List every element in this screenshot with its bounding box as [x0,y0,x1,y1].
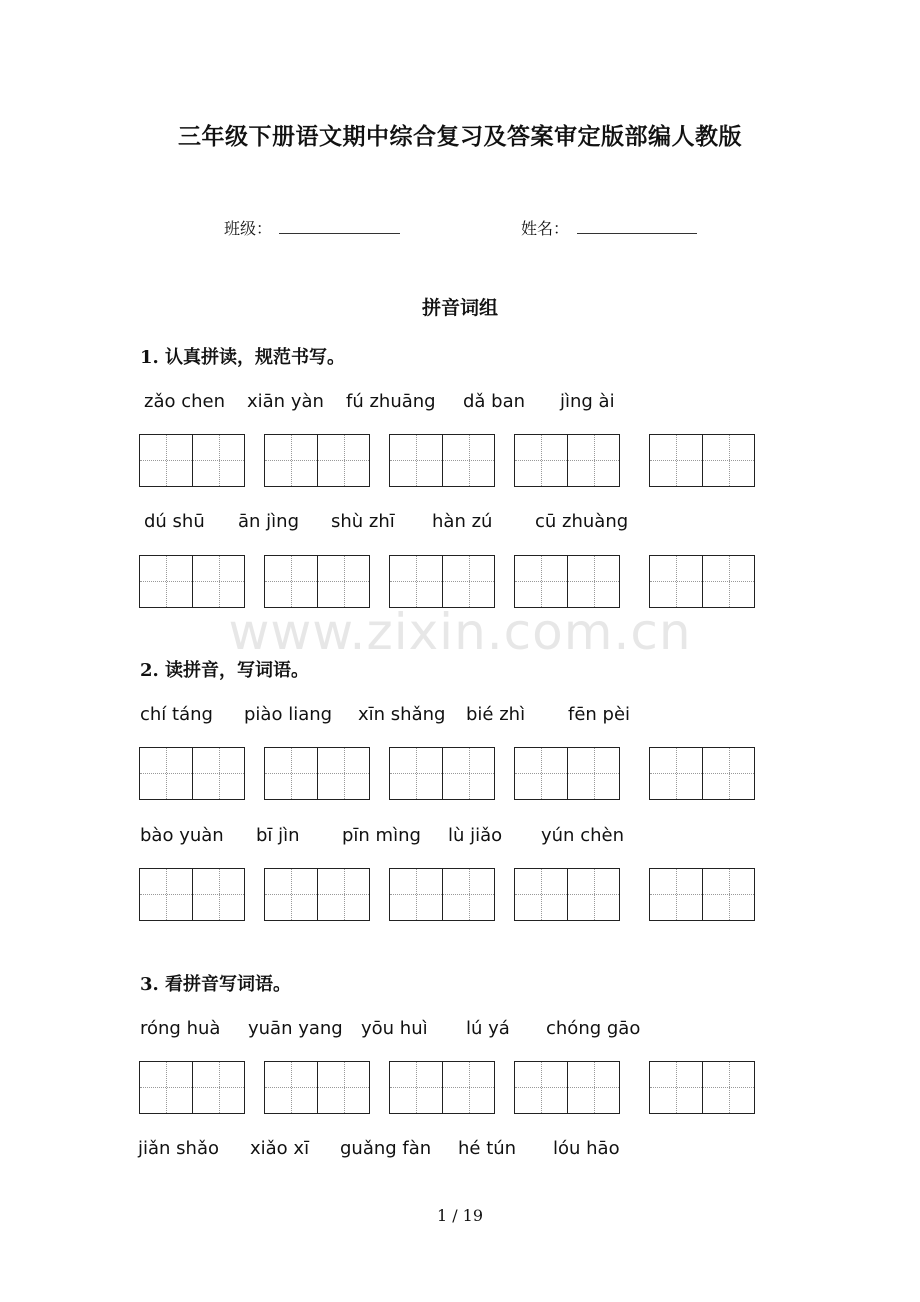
pinyin-word: xiān yàn [247,391,324,412]
pinyin-word: chóng gāo [546,1018,641,1039]
writing-box[interactable] [389,555,495,608]
writing-box[interactable] [389,434,495,487]
pinyin-word: lóu hāo [553,1138,620,1159]
writing-box[interactable] [649,434,755,487]
writing-box[interactable] [514,747,620,800]
pinyin-word: shù zhī [331,511,395,532]
writing-box[interactable] [139,434,245,487]
pinyin-word: yōu huì [361,1018,428,1039]
writing-box[interactable] [649,747,755,800]
pinyin-word: pīn mìng [342,825,421,846]
pinyin-word: dú shū [144,511,205,532]
pinyin-word: róng huà [140,1018,221,1039]
pinyin-word: piào liang [244,704,333,725]
writing-box[interactable] [514,1061,620,1114]
writing-box[interactable] [389,868,495,921]
writing-box[interactable] [139,1061,245,1114]
pinyin-word: lú yá [466,1018,510,1039]
pinyin-word: xiǎo xī [250,1138,310,1159]
writing-box[interactable] [649,555,755,608]
pinyin-word: yuān yang [248,1018,343,1039]
pinyin-word: fēn pèi [568,704,631,725]
pinyin-word: cū zhuàng [535,511,629,532]
pinyin-word: chí táng [140,704,213,725]
document-title: 三年级下册语文期中综合复习及答案审定版部编人教版 [178,123,742,150]
section-heading: 拼音词组 [421,297,498,319]
writing-box[interactable] [389,747,495,800]
writing-box[interactable] [649,1061,755,1114]
question-1-title: 1. 认真拼读，规范书写。 [140,347,346,368]
pinyin-word: hàn zú [432,511,493,532]
writing-box[interactable] [139,747,245,800]
pinyin-word: ān jìng [238,511,299,532]
writing-box[interactable] [264,555,370,608]
writing-box[interactable] [264,1061,370,1114]
pinyin-word: jiǎn shǎo [138,1138,219,1159]
pinyin-word: yún chèn [541,825,624,846]
pinyin-word: bié zhì [466,704,526,725]
writing-box[interactable] [389,1061,495,1114]
writing-box[interactable] [264,434,370,487]
name-blank-line [577,233,697,234]
pinyin-word: zǎo chen [144,391,225,412]
writing-box[interactable] [649,868,755,921]
writing-box[interactable] [139,555,245,608]
pinyin-word: hé tún [458,1138,517,1159]
writing-box[interactable] [264,868,370,921]
pinyin-word: bī jìn [256,825,300,846]
pinyin-word: jìng ài [560,391,615,412]
page-number: 1 / 19 [436,1206,484,1225]
pinyin-word: guǎng fàn [340,1138,432,1159]
writing-box[interactable] [514,868,620,921]
class-label: 班级： [224,219,273,238]
name-label: 姓名： [521,219,570,238]
pinyin-word: lù jiǎo [448,825,503,846]
pinyin-word: bào yuàn [140,825,224,846]
pinyin-word: xīn shǎng [358,704,446,725]
pinyin-word: fú zhuāng [346,391,436,412]
writing-box[interactable] [514,555,620,608]
writing-box[interactable] [139,868,245,921]
question-3-title: 3. 看拼音写词语。 [140,974,292,995]
watermark: www.zixin.com.cn [228,603,692,661]
class-blank-line [279,233,400,234]
pinyin-word: dǎ ban [463,391,526,412]
writing-box[interactable] [264,747,370,800]
writing-box[interactable] [514,434,620,487]
question-2-title: 2. 读拼音，写词语。 [140,660,310,681]
